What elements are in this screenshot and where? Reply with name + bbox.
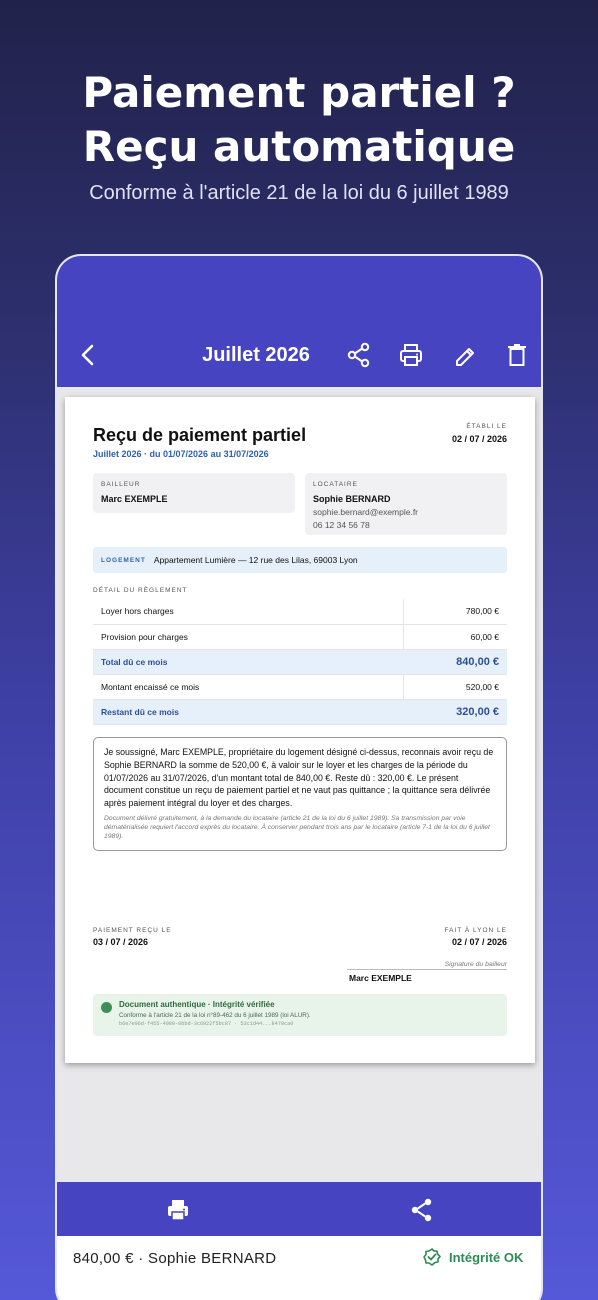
trash-icon[interactable] bbox=[505, 342, 529, 368]
authenticity-banner bbox=[93, 994, 507, 1036]
fait-date: 02 / 07 / 2026 bbox=[451, 937, 507, 947]
fait-label: FAIT À LYON LE bbox=[444, 927, 507, 934]
etabli-block bbox=[452, 423, 507, 444]
locataire-email: sophie.bernard@exemple.fr bbox=[313, 507, 419, 517]
verified-badge-icon bbox=[423, 1248, 441, 1266]
auth-title: Document authentique · Intégrité vérifiée bbox=[119, 1000, 275, 1009]
integrity-status bbox=[423, 1248, 523, 1266]
promo-title-line2: Reçu automatique bbox=[82, 122, 516, 171]
summary-footer bbox=[57, 1236, 541, 1300]
row-label: Restant dû ce mois bbox=[93, 699, 403, 724]
attestation-text: Je soussigné, Marc EXEMPLE, propriétaire du logement désigné ci-dessus, reconnais avoir reçu de Sophie BERNARD la somme de 520,00 €, à valoir sur le loyer et les charges de la période du 01/07/2026 au 31/07/2026, d'un montant total de 840,00 €. Reste dû : 320,00 €. Le présent document constitue un reçu de paiement partiel et ne vaut pas quittance ; la quittance sera délivrée après paiement intégral du loyer et des charges. bbox=[104, 747, 494, 809]
row-label: Loyer hors charges bbox=[93, 599, 403, 624]
logement-address: Appartement Lumière — 12 rue des Lilas, 69003 Lyon bbox=[153, 555, 358, 565]
bailleur-label: BAILLEUR bbox=[101, 481, 141, 488]
logement-label: LOGEMENT bbox=[101, 556, 146, 564]
receipt-document bbox=[65, 397, 535, 1063]
row-amount: 780,00 € bbox=[403, 599, 507, 624]
promo-title-line1: Paiement partiel ? bbox=[82, 68, 516, 117]
bailleur-card bbox=[93, 473, 295, 513]
fait-block bbox=[444, 927, 507, 947]
etabli-label: ÉTABLI LE bbox=[466, 423, 507, 430]
signature-label: Signature du bailleur bbox=[347, 961, 507, 970]
paiement-date: 03 / 07 / 2026 bbox=[93, 937, 149, 947]
locataire-phone: 06 12 34 56 78 bbox=[313, 520, 370, 530]
receipt-title: Reçu de paiement partiel bbox=[93, 425, 307, 445]
print-icon[interactable] bbox=[399, 342, 423, 368]
integrity-label: Intégrité OK bbox=[449, 1249, 524, 1265]
row-amount: 520,00 € bbox=[403, 674, 507, 699]
app-bar bbox=[57, 256, 541, 387]
table-row bbox=[93, 624, 507, 649]
logement-banner bbox=[93, 547, 507, 573]
locataire-card bbox=[305, 473, 507, 535]
table-row bbox=[93, 599, 507, 624]
attestation-note: Document délivré gratuitement, à la demande du locataire (article 21 de la loi du 6 juillet 1989). Sa transmission par voie dématérialisée requiert l'accord exprès du locataire. À conserver pendant trois ans par le locataire (article 7-1 de la loi du 6 juillet 1989). bbox=[104, 814, 490, 840]
page-title: Juillet 2026 bbox=[202, 344, 310, 366]
table-row-total bbox=[93, 649, 507, 674]
promo-subtitle: Conforme à l'article 21 de la loi du 6 juillet 1989 bbox=[89, 182, 509, 204]
share-icon[interactable] bbox=[409, 1197, 435, 1223]
paiement-block bbox=[93, 927, 172, 947]
bailleur-name: Marc EXEMPLE bbox=[101, 494, 168, 504]
row-amount: 840,00 € bbox=[403, 649, 507, 674]
paiement-label: PAIEMENT REÇU LE bbox=[93, 927, 172, 934]
summary-text: 840,00 € · Sophie BERNARD bbox=[73, 1250, 277, 1267]
row-label: Total dû ce mois bbox=[93, 649, 403, 674]
detail-label: DÉTAIL DU RÈGLEMENT bbox=[93, 587, 188, 594]
locataire-name: Sophie BERNARD bbox=[313, 494, 391, 504]
bottom-action-bar bbox=[57, 1182, 541, 1236]
payment-table bbox=[93, 599, 507, 725]
table-row bbox=[93, 674, 507, 699]
row-amount: 60,00 € bbox=[403, 624, 507, 649]
row-amount: 320,00 € bbox=[403, 699, 507, 724]
row-label: Montant encaissé ce mois bbox=[93, 674, 403, 699]
signature-name: Marc EXEMPLE bbox=[349, 973, 412, 983]
auth-hash: b6e7e96d-f455-4980-8bbd-3c6922f5bc87 · 53c1d44...8470ca0 bbox=[119, 1021, 294, 1027]
promo-title bbox=[0, 66, 598, 174]
verified-dot-icon bbox=[101, 1002, 112, 1013]
print-icon[interactable] bbox=[165, 1197, 191, 1223]
receipt-period: Juillet 2026 · du 01/07/2026 au 31/07/2026 bbox=[93, 449, 269, 459]
etabli-date: 02 / 07 / 2026 bbox=[451, 434, 507, 444]
row-label: Provision pour charges bbox=[93, 624, 403, 649]
table-row-remaining bbox=[93, 699, 507, 724]
share-icon[interactable] bbox=[347, 342, 371, 368]
locataire-label: LOCATAIRE bbox=[313, 481, 358, 488]
attestation-paragraph bbox=[93, 737, 507, 851]
auth-line: Conforme à l'article 21 de la loi n°89-462 du 6 juillet 1989 (loi ALUR). bbox=[119, 1012, 311, 1019]
chevron-left-icon[interactable] bbox=[79, 344, 97, 366]
phone-frame bbox=[55, 254, 543, 1300]
edit-icon[interactable] bbox=[453, 342, 477, 368]
